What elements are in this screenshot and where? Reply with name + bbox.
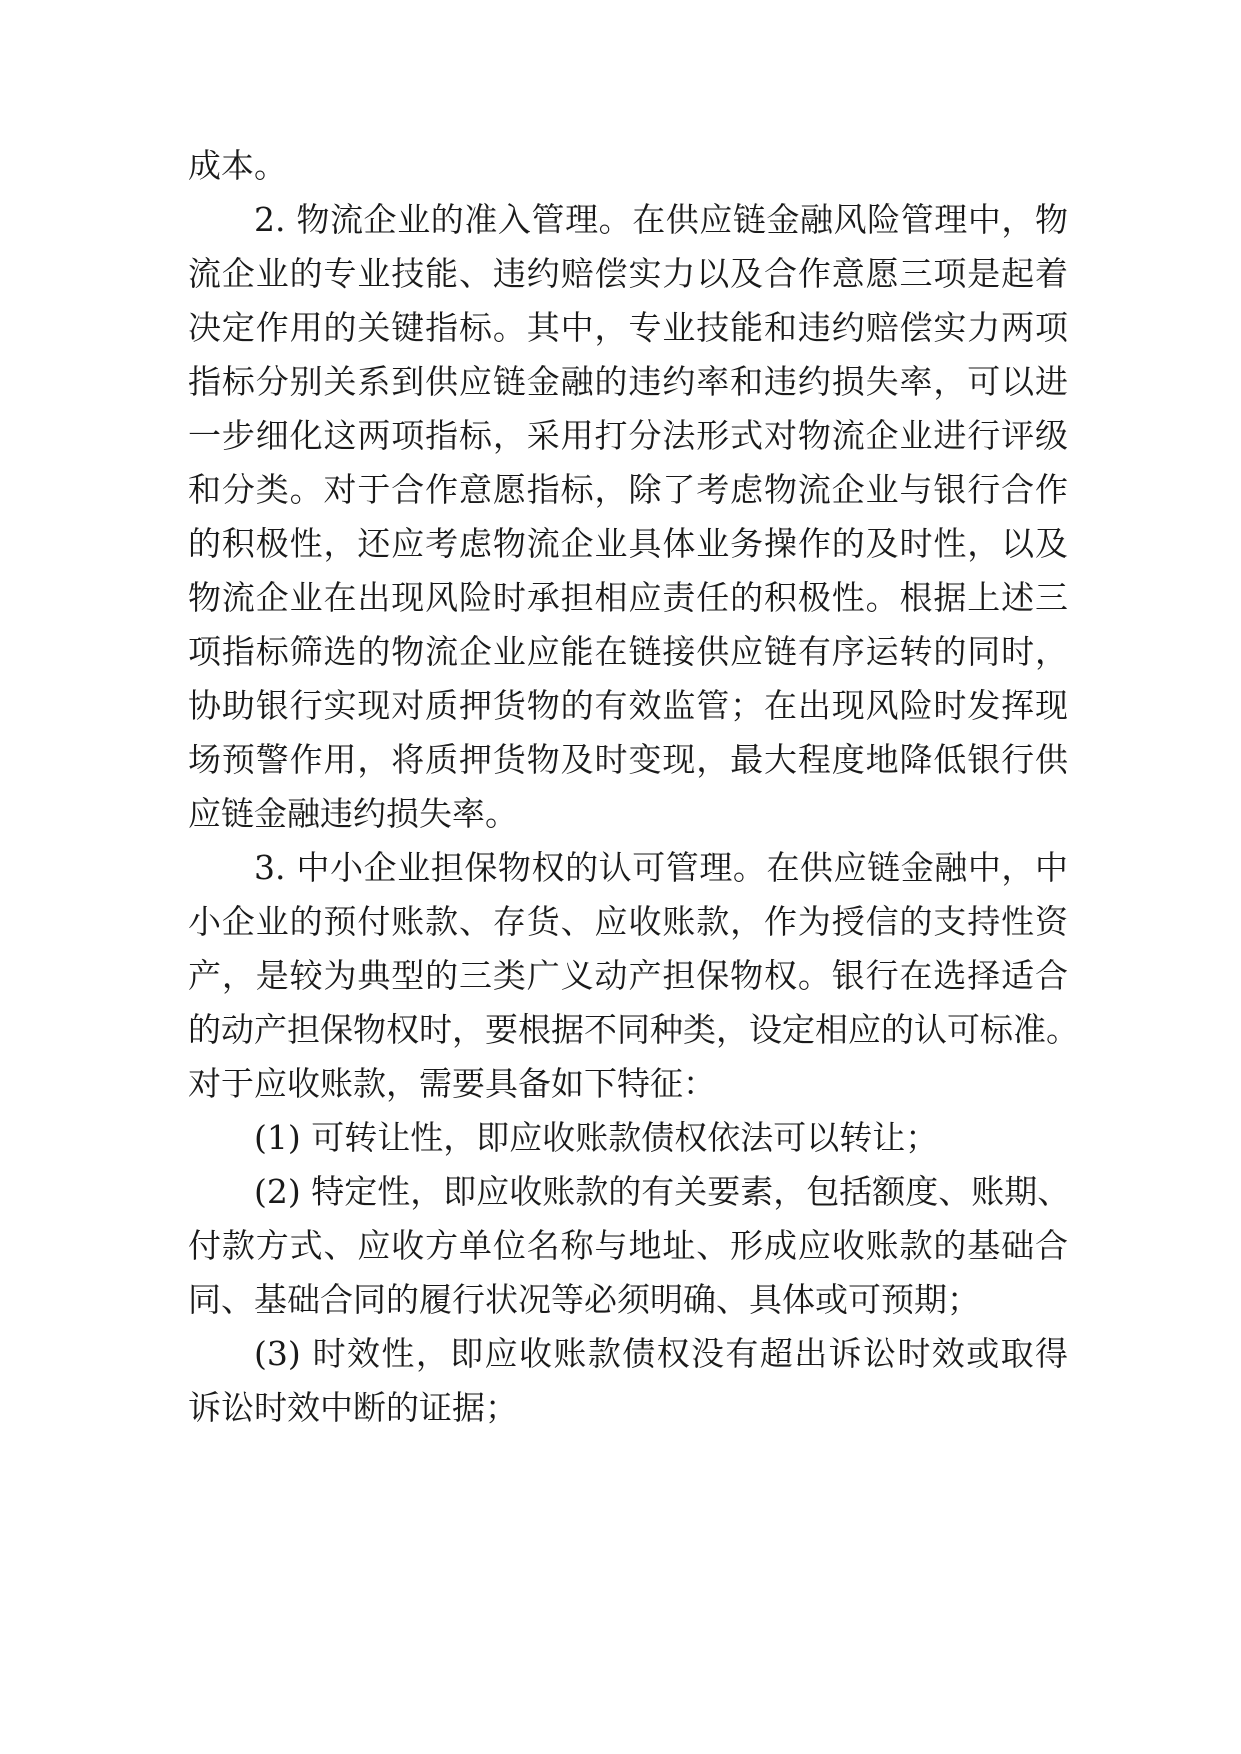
text-line: 决定作用的关键指标。其中，专业技能和违约赔偿实力两项	[188, 308, 1068, 347]
text-line: 付款方式、应收方单位名称与地址、形成应收账款的基础合	[188, 1226, 1068, 1265]
text-line: 诉讼时效中断的证据；	[188, 1388, 518, 1427]
text-line: (1) 可转让性，即应收账款债权依法可以转让；	[254, 1118, 939, 1157]
text-line: 3. 中小企业担保物权的认可管理。在供应链金融中，中	[254, 848, 1068, 887]
text-line: 物流企业在出现风险时承担相应责任的积极性。根据上述三	[188, 578, 1068, 617]
text-line: 流企业的专业技能、违约赔偿实力以及合作意愿三项是起着	[188, 254, 1068, 293]
text-line: 指标分别关系到供应链金融的违约率和违约损失率，可以进	[188, 362, 1068, 401]
text-line: 产，是较为典型的三类广义动产担保物权。银行在选择适合	[188, 956, 1068, 995]
text-line: 2. 物流企业的准入管理。在供应链金融风险管理中，物	[254, 200, 1068, 239]
text-line: 场预警作用，将质押货物及时变现，最大程度地降低银行供	[188, 740, 1068, 779]
text-line: 小企业的预付账款、存货、应收账款，作为授信的支持性资	[188, 902, 1068, 941]
text-line: 一步细化这两项指标，采用打分法形式对物流企业进行评级	[188, 416, 1068, 455]
text-line: 协助银行实现对质押货物的有效监管；在出现风险时发挥现	[188, 686, 1068, 725]
text-line: 应链金融违约损失率。	[188, 794, 518, 833]
text-line: 的积极性，还应考虑物流企业具体业务操作的及时性，以及	[188, 524, 1068, 563]
text-line: (2) 特定性，即应收账款的有关要素，包括额度、账期、	[254, 1172, 1071, 1211]
text-line: 的动产担保物权时，要根据不同种类，设定相应的认可标准。	[188, 1010, 1079, 1049]
text-line: 成本。	[188, 146, 287, 185]
text-line: (3) 时效性，即应收账款债权没有超出诉讼时效或取得	[254, 1334, 1068, 1373]
text-line: 和分类。对于合作意愿指标，除了考虑物流企业与银行合作	[188, 470, 1068, 509]
text-line: 项指标筛选的物流企业应能在链接供应链有序运转的同时，	[188, 632, 1068, 671]
text-line: 对于应收账款，需要具备如下特征：	[188, 1064, 716, 1103]
text-line: 同、基础合同的履行状况等必须明确、具体或可预期；	[188, 1280, 980, 1319]
